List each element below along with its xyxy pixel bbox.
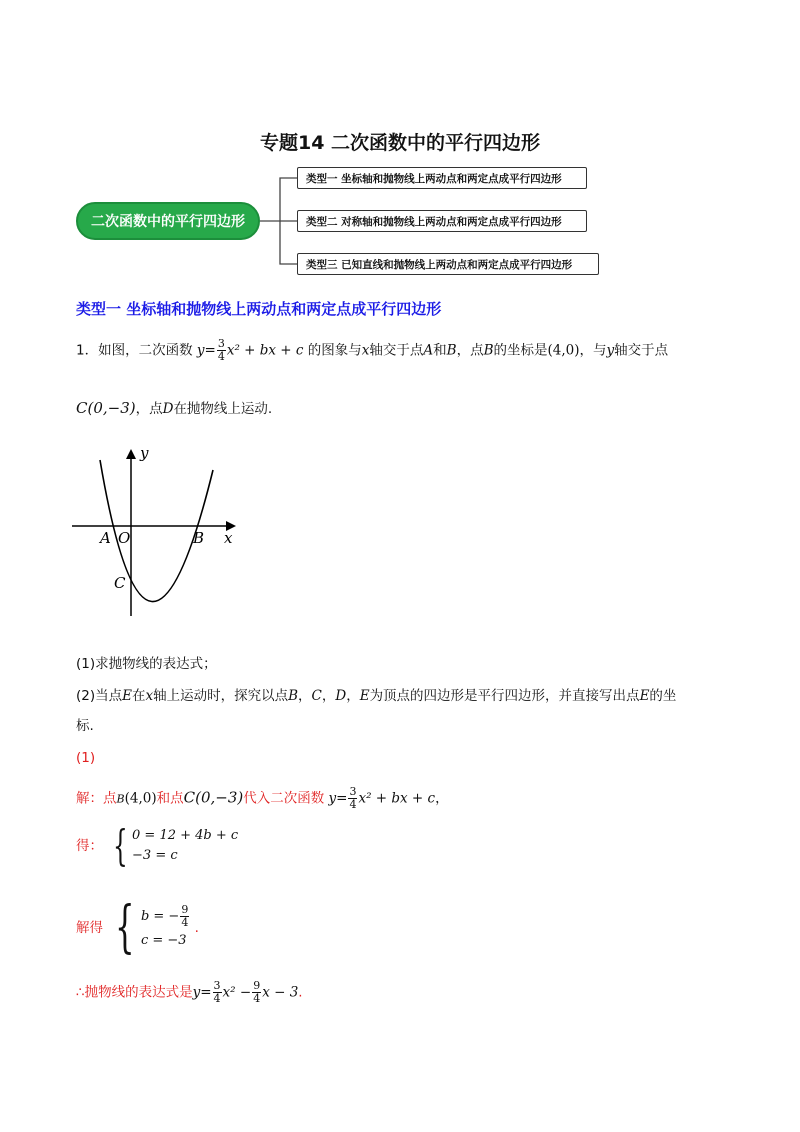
label-y: y — [140, 444, 149, 462]
mindmap-branch-2: 类型二 对称轴和抛物线上两动点和两定点成平行四边形 — [297, 210, 587, 232]
solution-final: ∴抛物线的表达式是y= $\frac{3}{4}$ x² − $\frac{9}{4}$ x − 3. — [76, 979, 303, 1005]
fraction: $\frac{3}{4}$ — [213, 979, 221, 1005]
label-O: O — [118, 529, 131, 547]
y-axis-arrow — [126, 449, 136, 459]
label-x: x — [224, 529, 233, 547]
left-brace: { — [115, 895, 135, 960]
equation-system-2: { b = − $\frac{9}{4}$ c = −3 — [115, 895, 189, 960]
label-C: C — [114, 574, 126, 592]
solution-label: (1) — [76, 750, 96, 766]
solution-line-1: 解：点B(4,0)和点C(0,−3)代入二次函数 y= $\frac{3}{4}$ x² + bx + c， — [76, 785, 449, 811]
label-A: A — [100, 529, 111, 547]
left-brace: { — [113, 821, 129, 870]
fraction: $\frac{9}{4}$ — [253, 979, 261, 1005]
mindmap-branch-1: 类型一 坐标轴和抛物线上两动点和两定点成平行四边形 — [297, 167, 587, 189]
problem-line-2: C(0,−3)，点D在抛物线上运动. — [76, 399, 273, 417]
question-2-line-1: (2)当点E在x轴上运动时，探究以点B，C，D，E为顶点的四边形是平行四边形，并直接写出点E的坐 — [76, 688, 677, 704]
fraction: $\frac{9}{4}$ — [181, 902, 189, 929]
mindmap-root: 二次函数中的平行四边形 — [76, 202, 260, 240]
fraction: $\frac{3}{4}$ — [349, 785, 357, 811]
mindmap-branch-3: 类型三 已知直线和抛物线上两动点和两定点成平行四边形 — [297, 253, 599, 275]
solution-system-1: 得： { 0 = 12 + 4b + c −3 = c — [76, 821, 239, 870]
parabola-graph — [60, 440, 250, 620]
label-B: B — [193, 529, 205, 547]
problem-number: 1． — [76, 342, 99, 359]
section-heading: 类型一 坐标轴和抛物线上两动点和两定点成平行四边形 — [76, 300, 442, 318]
problem-line-1: 1．如图，二次函数 y= $\frac{3}{4}$ x² + bx + c 的图象与x轴交于点A和B，点B的坐标是(4,0)，与y轴交于点 — [76, 337, 669, 363]
solution-system-2: 解得 { b = − $\frac{9}{4}$ c = −3 . — [76, 895, 199, 960]
equation-system-1: { 0 = 12 + 4b + c −3 = c — [113, 821, 239, 870]
question-2-line-2: 标. — [76, 718, 94, 734]
fraction: $\frac{3}{4}$ — [217, 337, 225, 363]
question-1: (1)求抛物线的表达式； — [76, 656, 217, 672]
page-title: 专题14 二次函数中的平行四边形 — [259, 132, 541, 154]
